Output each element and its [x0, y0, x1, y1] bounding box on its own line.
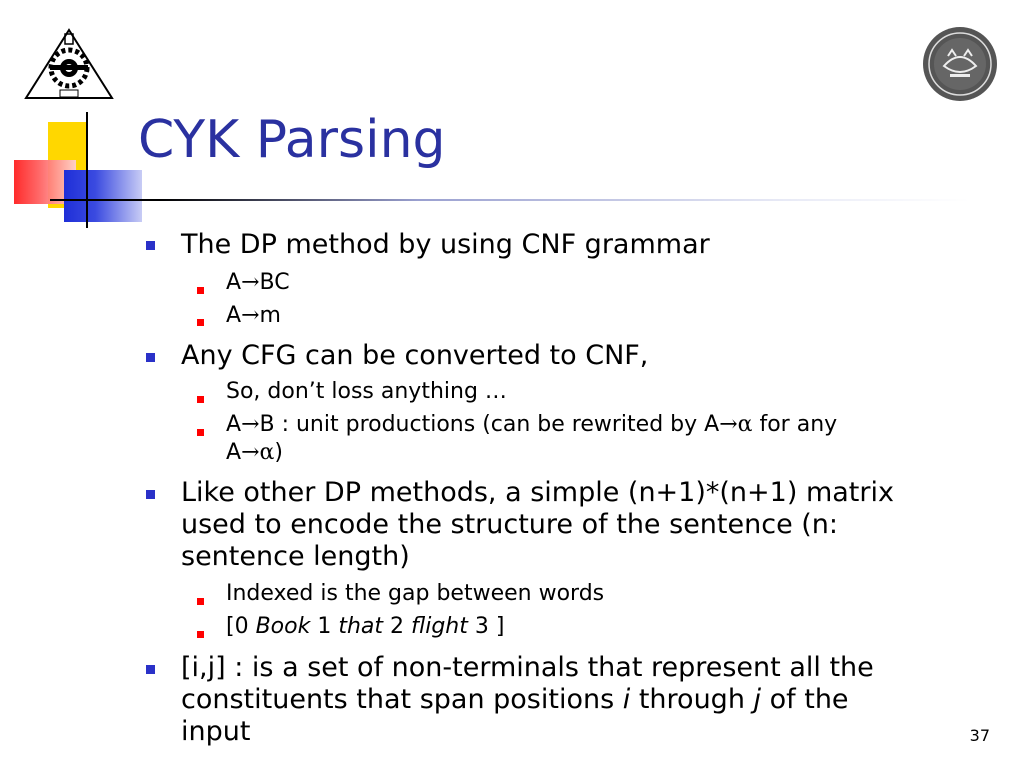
sub-bullet-text: A→m [226, 303, 281, 328]
sub-bullet-marker [197, 287, 204, 294]
sub-bullet-text: A→B : unit productions (can be rewrited by A→α for any [226, 412, 838, 437]
bullet-marker [146, 490, 155, 499]
sub-bullet-marker [197, 396, 204, 403]
sub-bullet-text: Indexed is the gap between words [226, 581, 605, 606]
sub-bullet-marker [197, 598, 204, 605]
title-underline [50, 199, 970, 201]
bullet-text-continued: input [181, 716, 251, 747]
bullet-text-continued: sentence length) [181, 541, 410, 572]
page-number: 37 [969, 726, 990, 745]
bullet-text-continued: constituents that span positions i through j of the [181, 684, 849, 715]
bullet-text: The DP method by using CNF grammar [181, 229, 710, 260]
bullet-marker [146, 241, 155, 250]
bullet-text: [i,j] : is a set of non-terminals that represent all the [181, 652, 874, 683]
bullet-marker [146, 665, 155, 674]
decor-blue-block [64, 170, 142, 222]
sub-bullet-text: So, don’t loss anything … [226, 379, 507, 404]
sub-bullet-text: A→BC [226, 270, 290, 295]
bullet-text: Like other DP methods, a simple (n+1)*(n+1) matrix [181, 477, 894, 508]
sub-bullet-marker [197, 631, 204, 638]
university-seal-logo [922, 26, 998, 102]
sub-bullet-text-continued: A→α) [226, 440, 283, 465]
sub-bullet-example: [0 Book 1 that 2 flight 3 ] [226, 614, 505, 639]
slide-title: CYK Parsing [138, 110, 446, 170]
sub-bullet-marker [197, 319, 204, 326]
engineering-faculty-logo [24, 28, 114, 100]
decor-vertical-line [86, 112, 88, 228]
bullet-marker [146, 353, 155, 362]
sub-bullet-marker [197, 429, 204, 436]
bullet-text-continued: used to encode the structure of the sentence (n: [181, 509, 839, 540]
bullet-text: Any CFG can be converted to CNF, [181, 340, 649, 371]
